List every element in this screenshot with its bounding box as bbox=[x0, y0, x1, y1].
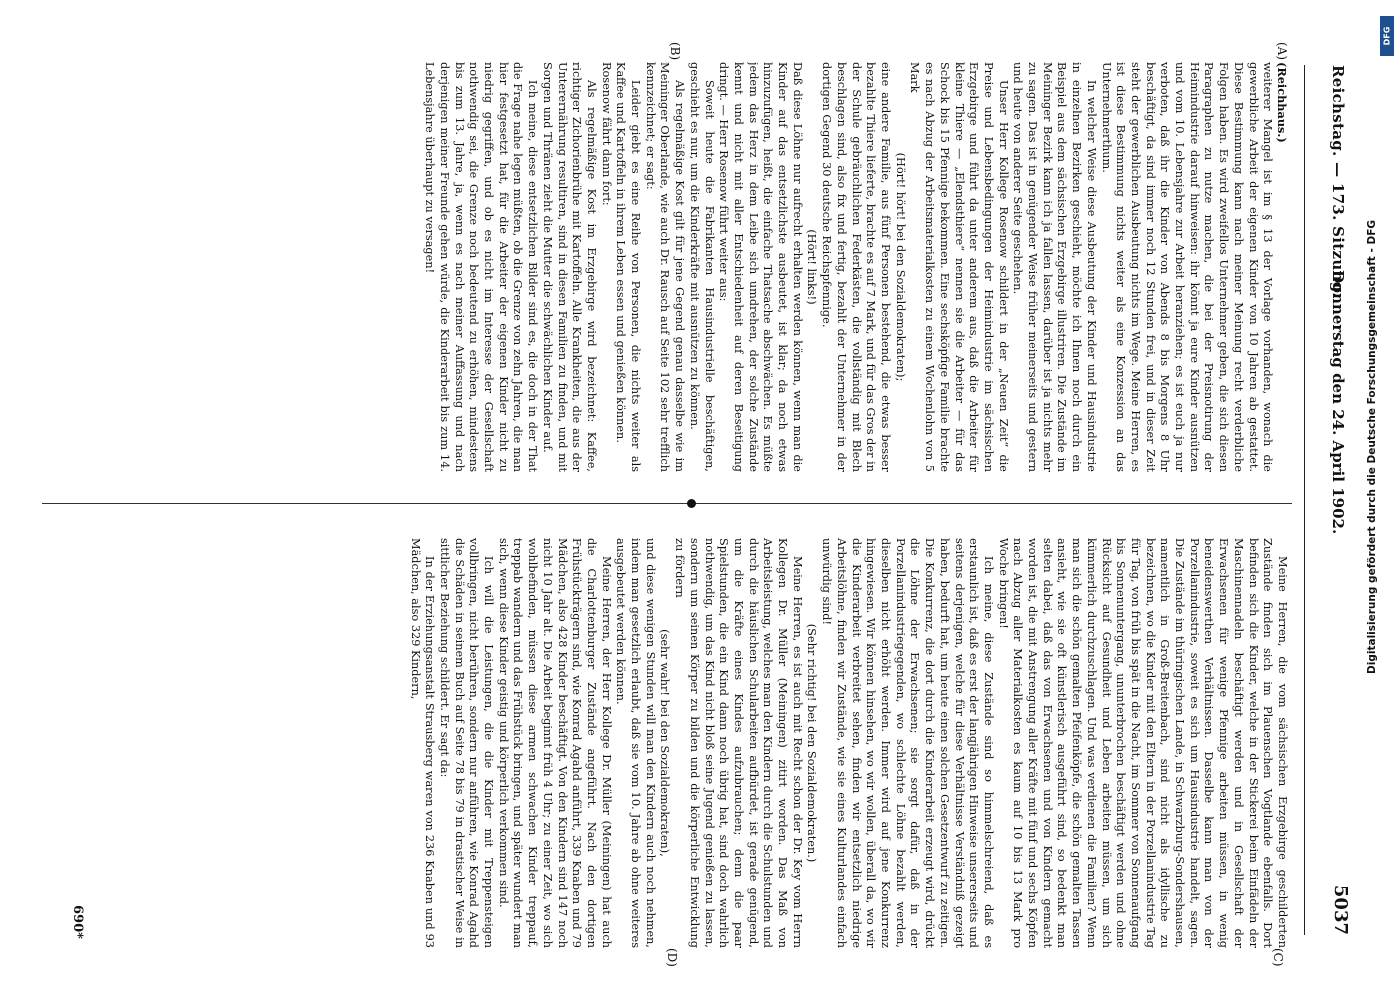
header-date: Donnerstag den 24. April 1902. bbox=[1329, 270, 1347, 535]
paragraph: Ich will die Leistungen, die die Kinder mit Treppensteigen vollbringen, nicht berühren, sondern nur anführen, wie Konrad Agahd die Schäden in seinem Buch auf Seite 78 bis 79 in drastischer Weise in sittlicher Beziehung schildert. Er sagt da: bbox=[437, 538, 496, 948]
interjection: (Hört! links!) bbox=[805, 229, 819, 305]
margin-marker-a: (A) bbox=[1275, 42, 1289, 61]
paragraph: In welcher Weise diese Ausbeutung der Kinder und Hausindustrie in einzelnen Bezirken geschieht, möchte ich Ihnen noch durch ein Beispiel aus dem sächsischen Erzgebirge illustriren. Die Zustände im Meininger Bezirk kann ich ja fallen lassen, darüber ist ja nichts mehr zu sagen. Das ist in genügender Weise früher meinerseits und gestern und heute von anderer Seite geschehen. bbox=[1011, 62, 1098, 472]
paragraph: Daß diese Löhne nur aufrecht erhalten werden können, wenn man die Kinder auf das entsetzlichste ausbeutet, ist klar; da noch etwas hinzuzufügen, heißt, die einfache Thatsache abschwächen. Es müßte jedem das Herz in dem Leibe sich umdrehen, der solche Zustände kennt und nicht mit aller Entschiedenheit auf deren Beseitigung dringt. — Herr Rosenow führt weiter aus: bbox=[717, 62, 804, 472]
interjection: (Hört! hört! bei den Sozialdemokraten); bbox=[893, 152, 907, 382]
column-divider bbox=[42, 503, 1292, 504]
digitization-credit: Digitalisierung gefördert durch die Deutsche Forschungsgemeinschaft - DFG bbox=[1366, 220, 1378, 674]
paragraph: Meine Herren, der Herr Kollege Dr. Müller (Meiningen) hat auch die Charlottenburger Zustände angeführt. Nach den dortigen Frühstückträgern sind, wie Konrad Agahd anführt, 339 Knaben und 79 Mädchen, also 428 Kinder beschäftigt. Von den Kindern sind 147 noch nicht 10 Jahr alt. Die Arbeit beginnt früh 4 Uhr; zu einer Zeit, wo sich wohlbefinden, müssen diese armen schwachen Kinder treppauf, treppab wandern und das Frühstück bringen, und später wundert man sich, wenn diese Kinder geistig und körperlich verkommen sind. bbox=[496, 538, 613, 948]
left-column bbox=[49, 62, 1289, 472]
interjection: (Sehr richtig! bei den Sozialdemokraten.) bbox=[805, 623, 819, 863]
speaker-section: (Reichhaus.) bbox=[1275, 62, 1289, 143]
paragraph: Meine Herren, es ist auch mit Recht schon der Dr. Key vom Herrn Kollegen Dr. Müller (Meiningen) zitirt worden. Das Maß von Arbeitsleistung, welches man den Kindern durch die Schulstunden und durch die häuslichen Schularbeiten aufbürdet, ist gerade genügend, um die Kräfte eines Kindes aufzubrauchen; denn die paar Spielstunden, die ein Kind dann noch übrig hat, sind doch wahrlich nothwendig, um das Kind nicht bloß seine Jugend genießen zu lassen, sondern um seinen Körper zu bilden und die körperliche Entwicklung zu fördern bbox=[673, 538, 804, 948]
paragraph: Ich meine, diese Zustände sind so himmelschreiend, daß es erstaunlich ist, daß es erst der langjährigen Hinweise unsererseits und seitens derjenigen, welche für diese Verhältnisse Verständniß gezeigt haben, bedurft hat, um heute einen solchen Gesetzentwurf zu zeitigen. Die Konkurrenz, die dort durch die Kinderarbeit erzeugt wird, drückt die Löhne der Erwachsenen; sie sorgt dafür, daß in der Porzellanindustriegegenden, wo schlechte Löhne bezahlt werden, dieselben nicht erhöht werden. Immer wird auf jene Konkurrenz hingewiesen. Wir können hinsehen, wo wir wollen, überall da, wo wir die Kinderarbeit verbreitet sehen, finden wir entsetzlich niedrige Arbeitslöhne, finden wir Zustände, wie sie eines Kulturlandes einfach unwürdig sind! bbox=[820, 538, 995, 948]
quote: Leider giebt es eine Reihe von Personen, die nichts weiter als Kaffee und Kartoffeln in ihrem Leben essen und genießen können. bbox=[614, 62, 643, 472]
paragraph: Meine Herren, die vom sächsischen Erzgebirge geschilderten Zustände finden sich im Plauenschen Vogtlande ebenfalls. Dort befinden sich die Kinder, welche in der Stickerei beim Einfädeln der Maschinennadeln beschäftigt werden und in Gesellschaft der Erwachsenen für wenige Pfennige arbeiten müssen, in wenig beneidenswerthen Verhältnissen. Dasselbe kann man von der Porzellanindustrie, soweit es sich um Hausindustrie handelt, sagen. Die Zustände im thüringischen Lande, in Schwarzburg-Sondershausen, namentlich in Groß-Breitenbach, sind nicht als idyllische zu bezeichnen, wo die Kinder mit den Eltern in der Porzellanindustrie Tag für Tag, von früh bis spät in die Nacht, im Sommer von Sonnenaufgang bis Sonnenuntergang, ununterbrochen beschäftigt werden und ohne Rücksicht auf Gesundheit und Leben arbeiten müssen, um sich kümmerlich durchzuschlagen. Und was verdienen die Familien? Wenn man sich die schön gemalten Pfeifenköpfe, die schön gemalten Tassen ansieht, wie sie oft künstlerisch ausgeführt sind, so bedenkt man selten dabei, daß das von Erwachsenen und von Kindern gemacht worden ist, die mit Anstrengung aller Kräfte mit fünf und sechs Köpfen nach Abzug aller Materialkosten es kaum auf 10 bis 13 Mark pro Woche bringen! bbox=[996, 538, 1289, 948]
dfg-logo-text: DFG bbox=[1382, 26, 1392, 46]
margin-marker-b: (B) bbox=[668, 42, 682, 61]
dfg-logo bbox=[1380, 16, 1394, 56]
paragraph: Als regelmäßige Kost gilt für jene Gegend genau dasselbe wie im Meininger Oberlande, wie auch Dr. Rausch auf Seite 102 sehr trefflich kennzeichnet; er sagt: bbox=[643, 62, 687, 472]
quote: Soweit heute die Fabrikanten Hausindustrielle beschäftigen, geschieht es nur, um die Kinderkräfte mit ausnützen zu können. bbox=[687, 62, 716, 472]
interjection: (sehr wahr! bei den Sozialdemokraten), bbox=[658, 629, 672, 857]
paragraph: eine andere Familie, aus fünf Personen bestehend, die etwas besser bezahlte Thiere lieferte, brachte es auf 7 Mark, und für das Gros der in der Schule gebräuchlichen Federkästen, die vollständig mit Blech beschlagen sind, also fix und fertig, bezahlt der Unternehmer in der dortigen Gegend 30 deutsche Reichspfennige. bbox=[820, 62, 893, 472]
paragraph: Ich meine, diese entsetzlichen Bilder sind es, die doch in der That die Frage nahe legen müßten, ob die Grenze von zehn Jahren, die man hier festgesetzt hat, für die Arbeiter der eigenen Kinder nicht zu niedrig gegriffen, und ob es nicht im Interesse der Gesellschaft nothwendig sei, die Grenze noch bedeutend zu erhöhen, mindestens bis zum 13. Jahre, ja, wenn es nach meiner Auffassung und nach derjenigen meiner Freunde gehen würde, die Kinderarbeit bis zum 14. Lebensjahre überhaupt zu versagen! bbox=[423, 62, 540, 472]
quote: Als regelmäßige Kost im Erzgebirge wird bezeichnet: Kaffee, richtiger Zichorienbrühe mit Kartoffeln. Alle Krankheiten, die aus der Unterernährung resultiren, sind in diesen Familien zu finden, und mit Sorgen und Thränen zieht die Mutter die schwächlichen Kinder auf. bbox=[540, 62, 598, 472]
signature-mark: 690* bbox=[70, 905, 85, 939]
paragraph: weiterer Mangel ist im § 13 der Vorlage vorhanden, wonach die gewerbliche Arbeit der eigenen Kinder von 10 Jahren ab gestattet. Diese Bestimmung kann nach meiner Meinung recht verderbliche Folgen haben. Es wird zweifellos Unternehmer geben, die sich diesen Paragraphen zu nutze machen, die bei der Preisnotirung der Heimindustrie darauf hinweisen: ihr könnt ja eure Kinder ausnützen und vom 10. Lebensjahre zur Arbeit heranziehen; es ist euch ja nur verboten, daß ihr die Kinder von Abends 8 bis Morgens 8 Uhr beschäftigt, da sind immer noch 12 Stunden frei, und in dieser Zeit steht der gewerblichen Ausbeutung nichts im Wege. Meine Herren, es ist diese Bestimmung nichts weiter als eine Konzession an das Unternehmerthum. bbox=[1099, 62, 1275, 472]
page-number: 5037 bbox=[1330, 884, 1351, 935]
header-session: Reichstag. — 173. Sitzung. bbox=[1329, 65, 1347, 299]
header-rule bbox=[1304, 65, 1305, 935]
paragraph: Rosenow fährt dann fort: bbox=[599, 62, 613, 206]
paragraph: Unser Herr Kollege Rosenow schildert in der „Neuen Zeit“ die Preise und Lebensbedingungen der Heimindustrie im sächsischen Erzgebirge und führt da unter anderem aus, daß die Arbeiter für kleine Thiere — „Elendsthiere“ nennen sie die Arbeiter — für das Schock bis 15 Pfennige bekommen. Eine sechsköpfige Familie brachte es nach Abzug der Arbeitsmaterialkosten zu einem Wochenlohn von 5 Mark bbox=[908, 62, 1010, 472]
quote: In der Erziehungsanstalt Strausberg waren von 236 Knaben und 93 Mädchen, also 329 Kindern, bbox=[408, 538, 437, 948]
page-header bbox=[1319, 65, 1357, 935]
margin-marker-c: (C) bbox=[1271, 948, 1285, 967]
paragraph: und diese wenigen Stunden will man den Kindern auch noch nehmen, indem man gesetzlich erlaubt, daß sie vom 10. Jahre ab ohne weiteres ausgebeutet werden können. bbox=[614, 538, 657, 948]
right-column bbox=[49, 538, 1289, 948]
margin-marker-d: (D) bbox=[665, 948, 679, 967]
